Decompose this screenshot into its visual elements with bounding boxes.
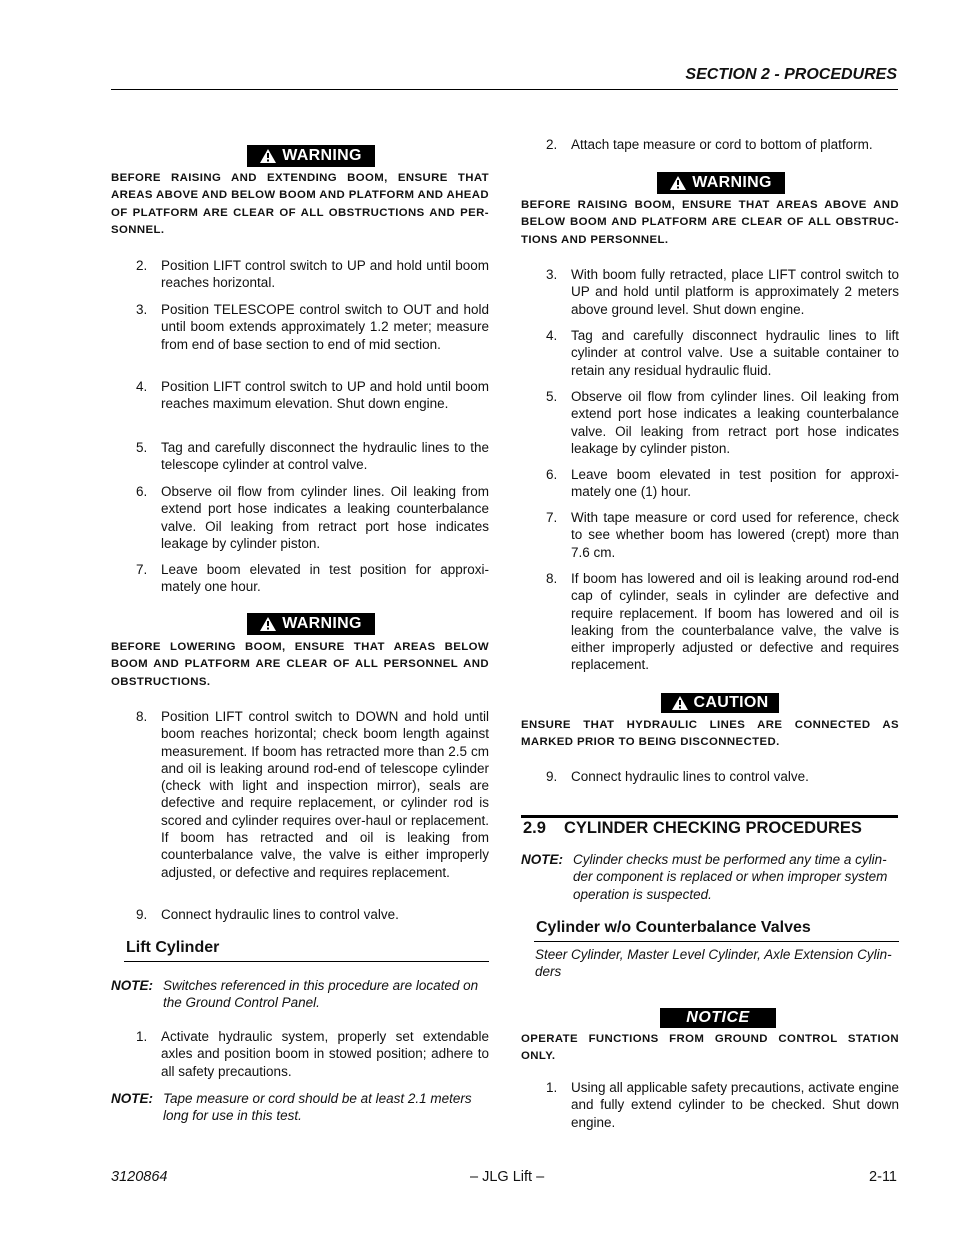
step-text: Position TELESCOPE control switch to OUT and hold until boom extends approximately 1.2 meter; measure from end of base section to end of mid section.: [161, 302, 489, 352]
note-label: NOTE:: [521, 852, 563, 867]
cylinder-list: Steer Cylinder, Master Level Cylinder, Axle Extension Cylin-ders: [535, 947, 892, 980]
warning-label: WARNING: [692, 174, 772, 191]
section-header: SECTION 2 - PROCEDURES: [685, 66, 897, 83]
warning-label: WARNING: [282, 615, 362, 632]
list-item: [136, 1028, 489, 1080]
list-item: [546, 509, 899, 561]
step-text: If boom has lowered and oil is leaking around rod-end cap of cylinder, seals in cylinder are defective and require replacement. If boom has lowered and oil is leaking from the counterbalance valve, the valve is either improperly adjusted or defective and requires replacement.: [571, 571, 899, 673]
caution-text: ENSURE THAT HYDRAULIC LINES ARE CONNECTED AS MARKED PRIOR TO BEING DISCONNECTED.: [521, 719, 899, 749]
list-item: [546, 327, 899, 379]
subsection-rule: [124, 961, 489, 962]
warning-triangle-icon: [260, 149, 276, 163]
step-text: Position LIFT control switch to UP and hold until boom reaches horizontal.: [161, 258, 489, 291]
step-number: 2.: [136, 258, 148, 273]
list-item: [546, 466, 899, 501]
step-text: With tape measure or cord used for reference, check to see whether boom has lowered (crept) more than 7.6 cm.: [571, 510, 899, 560]
step-text: Activate hydraulic system, properly set extendable axles and position boom in stowed position; adhere to all safety precautions.: [161, 1029, 489, 1079]
step-number: 6.: [136, 484, 148, 499]
step-text: Observe oil flow from cylinder lines. Oil leaking from extend port hose indicates a leaking counterbalance valve. Oil leaking from retract port hose indicates leakage by cylinder piston.: [571, 389, 899, 456]
list-item: [546, 768, 899, 786]
warning-triangle-icon: [672, 696, 688, 710]
step-number: 4.: [546, 328, 558, 343]
note-label: NOTE:: [111, 978, 153, 993]
notice-text: OPERATE FUNCTIONS FROM GROUND CONTROL STATION ONLY.: [521, 1033, 899, 1063]
note: [111, 1090, 489, 1125]
step-text: With boom fully retracted, place LIFT control switch to UP and hold until platform is approximately 2 meters above ground level. Shut down engine.: [571, 267, 899, 317]
list-item: [546, 1079, 899, 1131]
step-text: Connect hydraulic lines to control valve.: [161, 907, 399, 922]
caution-label: CAUTION: [693, 694, 769, 711]
step-text: Position LIFT control switch to UP and hold until boom reaches maximum elevation. Shut down engine.: [161, 379, 489, 412]
step-number: 9.: [136, 907, 148, 922]
list-item: [136, 301, 489, 371]
notice-label: NOTICE: [686, 1009, 750, 1026]
list-item: [546, 266, 899, 318]
subsection-heading: Cylinder w/o Counterbalance Valves: [536, 919, 811, 936]
list-item: [546, 570, 899, 673]
list-item: [136, 708, 489, 900]
step-number: 5.: [546, 389, 558, 404]
section-number: 2.9: [523, 819, 546, 837]
step-number: 1.: [136, 1029, 148, 1044]
note: [111, 977, 489, 1012]
note-text: Cylinder checks must be performed any time a cylin-der component is replaced or when improper system operation is suspected.: [573, 852, 888, 902]
header-rule: [111, 89, 898, 90]
note-label: NOTE:: [111, 1091, 153, 1106]
list-item: [136, 906, 489, 924]
caution-badge: [661, 693, 779, 713]
document-number: 3120864: [111, 1169, 168, 1185]
warning-text: BEFORE RAISING AND EXTENDING BOOM, ENSURE THAT AREAS ABOVE AND BELOW BOOM AND PLATFORM AND AHEAD OF PLATFORM ARE CLEAR OF ALL OBSTRUCTIONS AND PER-SONNEL.: [111, 172, 489, 236]
page-number: 2-11: [869, 1169, 897, 1185]
note: [521, 851, 899, 903]
warning-triangle-icon: [260, 617, 276, 631]
warning-text: BEFORE LOWERING BOOM, ENSURE THAT AREAS BELOW BOOM AND PLATFORM ARE CLEAR OF ALL PERSONNEL AND OBSTRUCTIONS.: [111, 641, 489, 688]
step-number: 2.: [546, 137, 558, 152]
step-number: 8.: [136, 709, 148, 724]
step-number: 9.: [546, 769, 558, 784]
step-number: 3.: [546, 267, 558, 282]
list-item: [546, 388, 899, 458]
step-text: Position LIFT control switch to DOWN and hold until boom reaches horizontal; check boom length against measurement. If boom has retracted more than 2.5 cm and oil is leaking around rod-end of telescope cylinder (check with light and inspection mirror), seals are defective and require replacement, or cylinder rod is scored and cylinder requires over-haul or replacement. If boom has retracted and oil is leaking from counterbalance valve, the valve is either improperly adjusted, or defective and requires replacement.: [161, 709, 489, 880]
step-number: 3.: [136, 302, 148, 317]
warning-badge: [657, 172, 785, 194]
step-text: Leave boom elevated in test position for approxi-mately one (1) hour.: [571, 467, 899, 500]
step-number: 4.: [136, 379, 148, 394]
warning-badge: [247, 613, 375, 635]
warning-badge: [247, 145, 375, 167]
list-item: [136, 257, 489, 292]
brand-footer: – JLG Lift –: [470, 1169, 545, 1185]
list-item: [136, 483, 489, 553]
step-number: 7.: [136, 562, 148, 577]
list-item: [546, 136, 899, 154]
section-rule: [521, 815, 898, 818]
step-text: Leave boom elevated in test position for approxi-mately one hour.: [161, 562, 489, 595]
warning-text: BEFORE RAISING BOOM, ENSURE THAT AREAS ABOVE AND BELOW BOOM AND PLATFORM ARE CLEAR OF ALL OBSTRUC-TIONS AND PERSONNEL.: [521, 199, 899, 246]
list-item: [136, 439, 489, 474]
step-text: Tag and carefully disconnect hydraulic lines to lift cylinder at control valve. Use a suitable container to retain any residual hydraulic fluid.: [571, 328, 899, 378]
step-text: Tag and carefully disconnect the hydraulic lines to the telescope cylinder at control valve.: [161, 440, 489, 473]
section-title: CYLINDER CHECKING PROCEDURES: [564, 819, 862, 837]
step-text: Connect hydraulic lines to control valve.: [571, 769, 809, 784]
warning-label: WARNING: [282, 147, 362, 164]
subsection-heading: Lift Cylinder: [126, 939, 220, 956]
note-text: Switches referenced in this procedure are located on the Ground Control Panel.: [163, 978, 479, 1011]
notice-badge: [660, 1008, 776, 1028]
step-number: 8.: [546, 571, 558, 586]
step-text: Observe oil flow from cylinder lines. Oil leaking from extend port hose indicates a leaking counterbalance valve. Oil leaking from retract port hose indicates leakage by cylinder piston.: [161, 484, 489, 551]
step-number: 7.: [546, 510, 558, 525]
step-number: 5.: [136, 440, 148, 455]
list-item: [136, 561, 489, 596]
step-number: 1.: [546, 1080, 558, 1095]
note-text: Tape measure or cord should be at least 2.1 meters long for use in this test.: [163, 1091, 472, 1124]
step-number: 6.: [546, 467, 558, 482]
step-text: Using all applicable safety precautions, activate engine and fully extend cylinder to be checked. Shut down engine.: [571, 1080, 899, 1130]
warning-triangle-icon: [670, 176, 686, 190]
subsection-rule: [534, 941, 899, 942]
step-text: Attach tape measure or cord to bottom of platform.: [571, 137, 873, 152]
list-item: [136, 378, 489, 430]
